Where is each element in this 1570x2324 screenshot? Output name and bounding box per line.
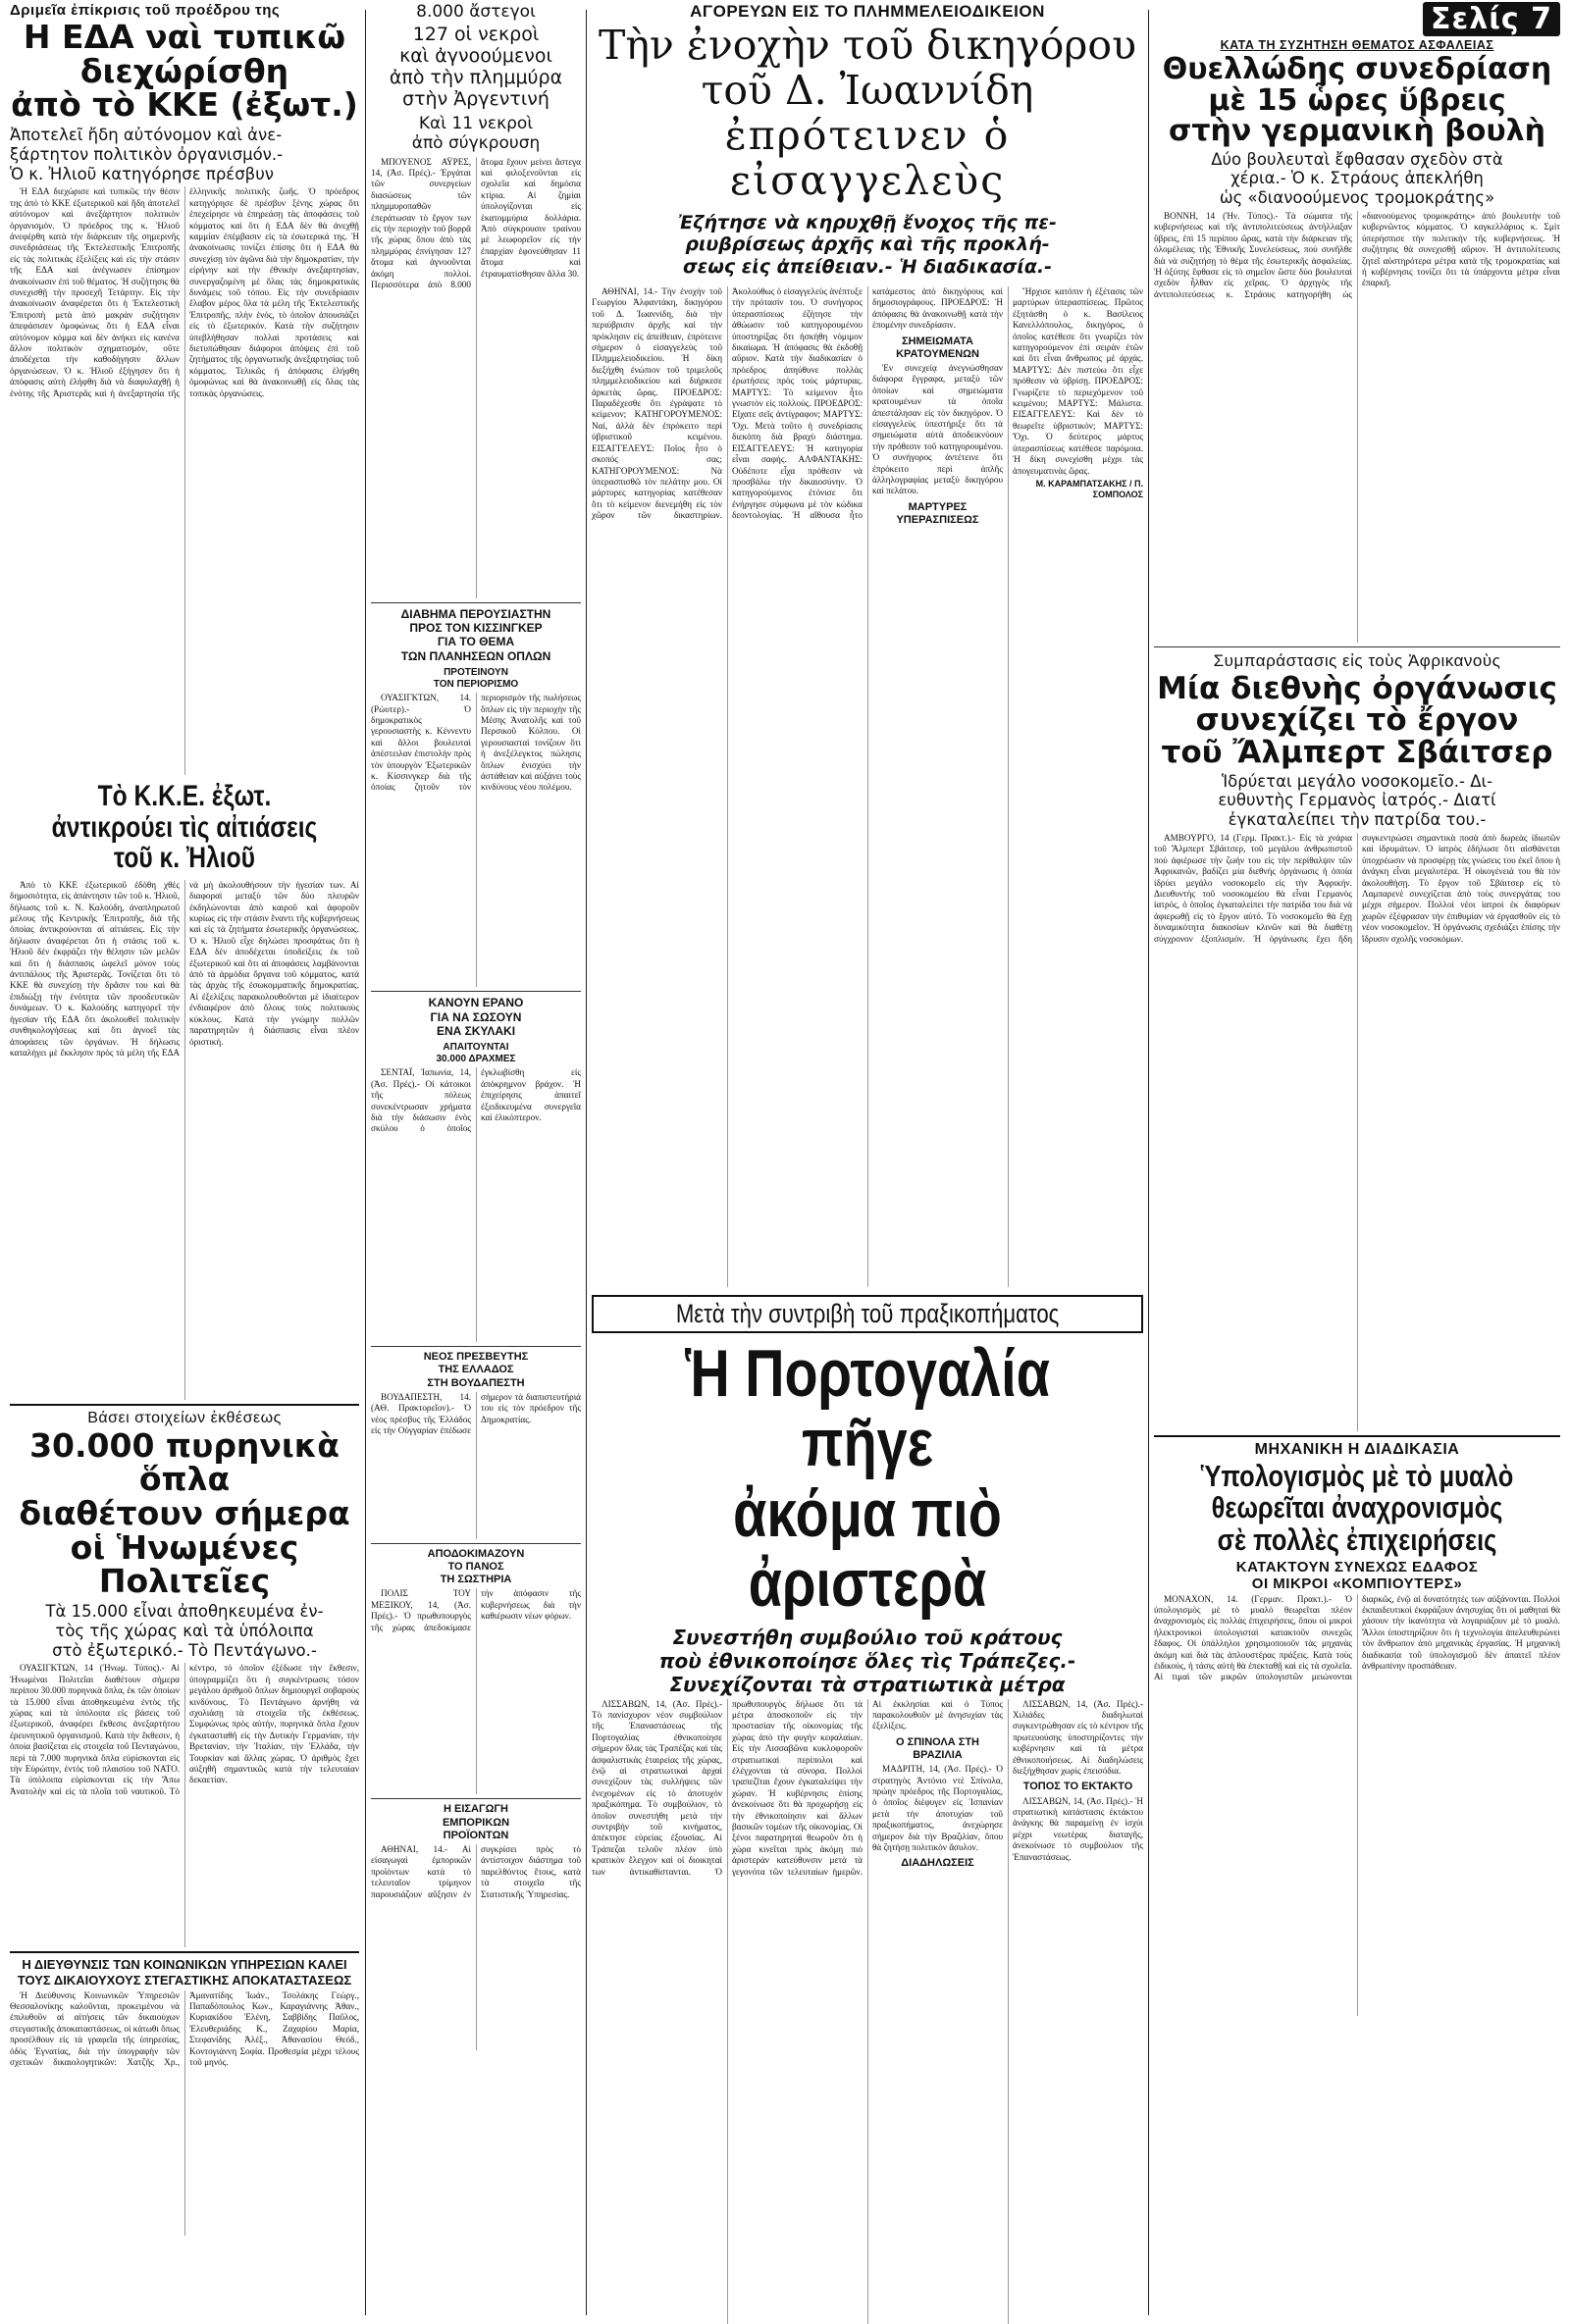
divider (371, 602, 581, 603)
headline-ambassador: ΝΕΟΣ ΠΡΕΣΒΕΥΤΗΣ ΤΗΣ ΕΛΛΑΔΟΣ ΣΤΗ ΒΟΥΔΑΠΕΣΤΗ (423, 1351, 529, 1389)
byline: Μ. ΚΑΡΑΜΠΑΤΣΑΚΗΣ / Π. ΣΟΜΠΟΛΟΣ (1035, 478, 1143, 500)
article-kke-body: Ἀπὸ τὸ ΚΚΕ ἐξωτερικοῦ ἐδόθη χθὲς δημοσιότητα, εἰς ἀπάντησιν τῶν τοῦ κ. Ἠλιοῦ, δήλωσις τοῦ κ. Ν. Καλούδη, ἀναπληρωτοῦ μέλους τῆς Κεντρικῆς Ἐπιτροπῆς, διὰ τῆς ὁποίας ἀντικρούονται αἱ αἰτιάσεις. Εἰς τὴν δήλωσιν ἀναφέρεται ὅτι ἡ στάσις τοῦ κ. Ἠλιοῦ δὲν ἐκφράζει τὴν θέλησιν τῶν μελῶν καὶ ὅτι ἡ διάσπασις ὠφελεῖ μόνον τοὺς ἀντιπάλους τῆς Ἀριστερᾶς. Τονίζεται ὅτι τὸ ΚΚΕ θὰ συνεχίσῃ τὴν δρᾶσιν του καὶ θὰ ἐπιδιώξῃ τὴν ἑνότητα τῶν προοδευτικῶν δυνάμεων. Ὁ κ. Καλούδης κατηγορεῖ τὴν ἡγεσίαν τῆς ΕΔΑ ὅτι ἀκολουθεῖ πολιτικὴν συνθηκολογήσεως καὶ ὅτι ἀγνοεῖ τὰς ἀποφάσεις τῶν ὀργάνων. Ἡ δήλωσις καταλήγει μὲ ἔκκλησιν πρὸς τὰ μέλη τῆς ΕΔΑ νὰ μὴ ἀκολουθήσουν τὴν ἡγεσίαν των. Αἱ διαφοραὶ μεταξὺ τῶν δύο πλευρῶν ἐκδηλώνονται ἀπὸ καιροῦ καὶ ἀφοροῦν κυρίως εἰς τὴν στάσιν ἔναντι τῆς κυβερνήσεως καὶ εἰς τὰ ζητήματα ἐσωτερικῆς ὀργανώσεως. Ὁ κ. Ἠλιοῦ εἶχε δηλώσει προσφάτως ὅτι ἡ ΕΔΑ δὲν ἀποδέχεται ὑποδείξεις ἐκ τοῦ ἐξωτερικοῦ καὶ ὅτι αἱ ἀποφάσεις λαμβάνονται ἀπὸ τὰ ἀρμόδια ὄργανα τοῦ κόμματος, κατὰ τὰς ἀρχὰς τῆς ἐσωκομματικῆς δημοκρατίας. Αἱ ἐξελίξεις παρακολουθοῦνται μὲ ἰδιαίτερον ἐνδιαφέρον ἀπὸ ὅλους τοὺς πολιτικοὺς κύκλους. Κατὰ τὴν γνώμην πολλῶν παρατηρητῶν ἡ διάσπασις εἶναι πλέον ὁριστική. (10, 879, 359, 1058)
subhead-puppy: ΑΠΑΙΤΟΥΝΤΑΙ 30.000 ΔΡΑΧΜΕΣ (436, 1042, 516, 1065)
article-puppy-body: ΣΕΝΤΑΪ, Ἰαπωνία, 14, (Ἀσ. Πρές).- Οἱ κάτοικοι τῆς πόλεως συνεκέντρωσαν χρήματα διὰ τὴν διάσωσιν ἑνὸς σκύλου ὁ ὁποῖος ἐγκλωβίσθη εἰς ἀπόκρημνον βράχον. Ἡ ἐπιχείρησις ἀπαιτεῖ ἐξειδικευμένα συνεργεῖα καὶ ἑλικόπτερον. (371, 1067, 581, 1134)
headline-nuclear: 30.000 πυρηνικὰ ὅπλα διαθέτουν σήμερα οἱ Ἡνωμένες Πολιτεῖες (19, 1425, 350, 1601)
article-portugal-body: ΛΙΣΣΑΒΩΝ, 14, (Ἀσ. Πρές).- Τὸ πανίσχυρον νέον συμβούλιον τῆς Ἐπαναστάσεως τῆς Πορτογαλίας ἐθνικοποίησε σήμερον ὅλας τὰς Τραπέζας καὶ τὰς ἀσφαλιστικὰς ἑταιρείας τῆς χώρας, ἐνῷ αἱ στρατιωτικαὶ ἀρχαὶ συνεχίζουν τὰς συλλήψεις τῶν ἐνεχομένων εἰς τὸ ἀποτυχὸν πραξικόπημα. Τὸ συμβούλιον, τὸ ὁποῖον συνεστήθη μετὰ τὴν συντριβὴν τοῦ κινήματος, ἀπέκτησε εὐρείας ἐξουσίας. Αἱ Τράπεζαι τελοῦν πλέον ὑπὸ κρατικὸν ἔλεγχον καὶ οἱ διοικηταί των ἀντικαθίστανται. Ὁ πρωθυπουργὸς δήλωσε ὅτι τὰ μέτρα ἀποσκοποῦν εἰς τὴν προστασίαν τῆς οἰκονομίας τῆς χώρας ἀπὸ τὴν φυγὴν κεφαλαίων. Εἰς τὴν Λισσαβῶνα κυκλοφοροῦν στρατιωτικαὶ περίπολοι καὶ ἐλέγχονται τὰ σύνορα. Πολλοὶ τραπεζῖται ἔχουν ἐγκαταλείψει τὴν χώραν. Ἡ κυβέρνησις ἐπίσης ἀνεκοίνωσε ὅτι θὰ προχωρήσῃ εἰς τὴν ἐθνικοποίησιν καὶ ἄλλων βασικῶν τομέων τῆς οἰκονομίας. Οἱ ξένοι παρατηρηταὶ θεωροῦν ὅτι ἡ χώρα κινεῖται πρὸς ἀκόμη πιὸ ἀριστερὰν κατεύθυνσιν μετὰ τὰ γεγονότα τῶν τελευταίων ἡμερῶν. Αἱ ἐκκλησίαι καὶ ὁ Τύπος παρακολουθοῦν μὲ ἀνησυχίαν τὰς ἐξελίξεις. Ο ΣΠΙΝΟΛΑ ΣΤΗ ΒΡΑΖΙΛΙΑ ΜΑΔΡΙΤΗ, 14, (Ἀσ. Πρές).- Ὁ στρατηγὸς Ἀντόνιο ντὲ Σπίνολα, πρώην πρόεδρος τῆς Πορτογαλίας, ὁ ὁποῖος διέφυγεν εἰς Ἱσπανίαν μετὰ τὴν ἀποτυχίαν τοῦ πραξικοπήματος, ἀνεχώρησε σήμερον διὰ τὴν Βραζιλίαν, ὅπου θὰ ζητήσῃ πολιτικὸν ἄσυλον. ΔΙΑΔΗΛΩΣΕΙΣ ΛΙΣΣΑΒΩΝ, 14, (Ἀσ. Πρές).- Χιλιάδες διαδηλωταὶ συγκεντρώθησαν εἰς τὸ κέντρον τῆς πρωτευούσης ὑποστηρίζοντες τὴν κυβέρνησιν καὶ τὰ μέτρα ἐθνικοποιήσεως. Αἱ διαδηλώσεις διεξήχθησαν χωρὶς ἐπεισόδια. ΤΟΠΟΣ ΤΟ ΕΚΤΑΚΤΟ ΛΙΣΣΑΒΩΝ, 14, (Ἀσ. Πρές).- Ἡ στρατιωτικὴ κατάστασις ἐκτάκτου ἀνάγκης θὰ παραμείνῃ ἐν ἰσχύι μέχρι νεωτέρας διαταγῆς, ἀνεκοίνωσε τὸ συμβούλιον τῆς Ἐπαναστάσεως. (592, 1698, 1143, 1877)
kicker-flood: 8.000 ἄστεγοι (416, 2, 536, 22)
deck-nuclear: Τὰ 15.000 εἶναι ἀποθηκευμένα ἐν- τὸς τῆς χώρας καὶ τὰ ὑπόλοιπα στὸ ἐξωτερικό.- Τὸ Πεντάγωνο.- (45, 1602, 324, 1660)
subhead-witnesses: ΜΑΡΤΥΡΕΣ ΥΠΕΡΑΣΠΙΣΕΩΣ (896, 500, 979, 527)
divider (371, 991, 581, 992)
subhead-kissinger: ΠΡΟΤΕΙΝΟΥΝ ΤΟΝ ΠΕΡΙΟΡΙΣΜΟ (433, 667, 519, 691)
divider (1154, 646, 1560, 647)
article-schweitzer-body: ΑΜΒΟΥΡΓΟ, 14 (Γερμ. Πρακτ.).- Εἰς τὰ χνάρια τοῦ Ἄλμπερτ Σβάιτσερ, τοῦ μεγάλου ἀνθρωπιστοῦ ποὺ ἀφιέρωσε τὴν ζωήν του εἰς τὴν περίθαλψιν τῶν Ἀφρικανῶν, βαδίζει μία διεθνὴς ὀργάνωσις ἡ ὁποία ἱδρύει μεγάλο νοσοκομεῖο εἰς τὴν Ἀφρικήν. Διευθυντὴς τοῦ νοσοκομείου θὰ εἶναι Γερμανὸς ἰατρός, ὁ ὁποῖος ἐγκαταλείπει τὴν πατρίδα του διὰ νὰ ἀφιερωθῇ εἰς τὸ ἔργον αὐτό. Τὸ νοσοκομεῖο θὰ ἔχῃ δυναμικότητα διακοσίων κλινῶν καὶ θὰ διαθέτῃ σύγχρονον ἐξοπλισμόν. Ἡ ὀργάνωσις ἔχει ἤδη συγκεντρώσει σημαντικὰ ποσὰ ἀπὸ δωρεὰς ἰδιωτῶν καὶ ἱδρυμάτων. Ὁ ἰατρὸς ἐδήλωσε ὅτι αἰσθάνεται ὑποχρέωσιν νὰ προσφέρῃ τὰς γνώσεις του ἐκεῖ ὅπου ἡ ἀνάγκη εἶναι μεγαλυτέρα. Ἡ οἰκογένειά του θὰ τὸν ἀκολουθήσῃ. Τὸ ἔργον τοῦ Σβάιτσερ εἰς τὸ Λαμπαρενὲ συνεχίζεται ἀπὸ τοὺς συνεργάτας του μέχρι σήμερον. Πολλοὶ νέοι ἰατροὶ ἐκ διαφόρων χωρῶν ἐξέφρασαν τὴν ἐπιθυμίαν νὰ ἐργασθοῦν εἰς τὸ νέον νοσοκομεῖον. Ἡ ὀργάνωσις σχεδιάζει ἐπίσης τὴν ἵδρυσιν σχολῆς νοσοκόμων. (1154, 832, 1560, 944)
deck-flood: Καὶ 11 νεκροὶ ἀπὸ σύγκρουση (411, 113, 541, 154)
column-rule (586, 10, 587, 2315)
headline-imports: Η ΕΙΣΑΓΩΓΗ ΕΜΠΟΡΙΚΩΝ ΠΡΟΪΟΝΤΩΝ (442, 1803, 510, 1841)
kicker-trial: ΑΓΟΡΕΥΩΝ ΕΙΣ ΤΟ ΠΛΗΜΜΕΛΕΙΟΔΙΚΕΙΟΝ (690, 2, 1045, 21)
page-number-wrap (1154, 2, 1560, 36)
subhead-emergency: ΤΟΠΟΣ ΤΟ ΕΚΤΑΚΤΟ (1022, 1781, 1133, 1793)
deck-computers: ΚΑΤΑΚΤΟΥΝ ΣΥΝΕΧΩΣ ΕΔΑΦΟΣ ΟΙ ΜΙΚΡΟΙ «ΚΟΜΠΙΟΥΤΕΡΣ» (1235, 1558, 1479, 1592)
article-eda-body: Ἡ ΕΔΑ διεχώρισε καὶ τυπικῶς τὴν θέσιν της ἀπὸ τὸ ΚΚΕ ἐξωτερικοῦ καὶ ἤδη ἀποτελεῖ αὐτόνομον καὶ ἀνεξάρτητον πολιτικὸν ὀργανισμόν. Ὁ πρόεδρος της κ. Ἠλιοῦ ἀνεφέρθη κατὰ τὴν διάρκειαν τῆς σημερινῆς συνεδριάσεως τῆς Ἐκτελεστικῆς Ἐπιτροπῆς εἰς τὰς πολιτικὰς ἐξελίξεις καὶ εἰς τὴν στάσιν τῆς ΕΔΑ καὶ ἀνέγνωσεν ἐπίσημον ἀνακοίνωσιν ἐπὶ τοῦ θέματος. Ἡ συζήτησις θὰ συνεχισθῇ τὴν προσεχῆ Τετάρτην. Εἰς τὴν ἀνακοίνωσιν ἀναφέρεται ὅτι ἡ Ἐκτελεστικὴ Ἐπιτροπὴ μετὰ ἀπὸ μακρὰν συζήτησιν ἀπεφάσισεν ὁμοφώνως ὅτι ἡ ΕΔΑ εἶναι αὐτόνομον κόμμα καὶ δὲν ἀνήκει εἰς κανένα ἄλλον πολιτικὸν σχηματισμόν, οὔτε ἀποδέχεται τὴν καθοδήγησιν ἄλλων ὀργανώσεων. Ὁ κ. Ἠλιοῦ ἐξήγησεν ὅτι ἡ ἀπόφασις αὐτὴ ἐλήφθη διὰ νὰ διαφυλαχθῇ ἡ ἑνότης τῆς Ἀριστερᾶς καὶ ἡ ἀνεξαρτησία τῆς ἑλληνικῆς πολιτικῆς ζωῆς. Ὁ πρόεδρος κατηγόρησε δὲ πρέσβυν ξένης χώρας ὅτι ἐπεχείρησε νὰ ἐπηρεάσῃ τὰς ἀποφάσεις τοῦ κόμματος καὶ ὅτι ἡ ΕΔΑ δὲν θὰ ἀνεχθῇ καμμίαν ἐπέμβασιν εἰς τὰ ἐσωτερικά της. Ἡ ἀνακοίνωσις τονίζει ἐπίσης ὅτι ἡ ΕΔΑ θὰ συνεχίσῃ τὸν ἀγῶνα διὰ τὴν δημοκρατίαν, τὴν εἰρήνην καὶ τὴν ἐθνικὴν ἀνεξαρτησίαν, συνεργαζομένη μὲ ὅλας τὰς δημοκρατικὰς δυνάμεις τοῦ τόπου. Εἰς τὴν συνεδρίασιν ἔλαβον μέρος ὅλα τὰ μέλη τῆς Ἐκτελεστικῆς Ἐπιτροπῆς, πλὴν ἑνός, τὸ ὁποῖον ἀπουσιάζει εἰς τὸ ἐξωτερικόν. Κατὰ τὴν συζήτησιν ὑπεβλήθησαν πολλαὶ προτάσεις καὶ διετυπώθησαν διάφοροι ἀπόψεις ἐπὶ τοῦ ζητήματος τῆς ὀργανωτικῆς ἀνεξαρτησίας τοῦ κόμματος. Τελικῶς ἡ ἀπόφασις ἐλήφθη ὁμοφώνως καὶ θὰ ἀνακοινωθῇ εἰς ὅλας τὰς τοπικὰς ὀργανώσεις. (10, 186, 359, 398)
subhead-notes: ΣΗΜΕΙΩΜΑΤΑ ΚΡΑΤΟΥΜΕΝΩΝ (896, 335, 979, 360)
headline-trial: Τὴν ἐνοχὴν τοῦ δικηγόρου τοῦ Δ. Ἰωαννίδη ἐπρότεινεν ὁ εἰσαγγελεὺς (598, 22, 1136, 204)
divider (10, 1951, 359, 1953)
article-flood-body: ΜΠΟΥΕΝΟΣ ΑΫΡΕΣ, 14, (Ἀσ. Πρές).- Ἐργάται τῶν συνεργείων διασώσεως τῶν πλημμυροπαθῶν ἐπεράτωσαν τὸ ἔργον των εἰς τὴν περιοχὴν τοῦ βορρᾶ τῆς χώρας ὅπου ἀπὸ τὰς πλημμύρας ἐπνίγησαν 127 ἄτομα καὶ ἀγνοοῦνται ἀκόμη πολλοί. Περισσότερα ἀπὸ 8.000 ἄτομα ἔχουν μείνει ἄστεγα καὶ φιλοξενοῦνται εἰς σχολεῖα καὶ δημόσια κτίρια. Αἱ ζημίαι ὑπολογίζονται εἰς ἑκατομμύρια δολλάρια. Ἀπὸ σύγκρουσιν τραίνου μὲ λεωφορεῖον εἰς τὴν ἐπαρχίαν ἐφονεύθησαν 11 ἄτομα καὶ ἐτραυματίσθησαν ἄλλα 30. (371, 156, 581, 290)
deck-bundestag: Δύο βουλευταὶ ἔφθασαν σχεδὸν στὰ χέρια.- Ὁ κ. Στράους ἀπεκλήθη ὡς «διανοούμενος τρομοκράτης» (1211, 149, 1503, 208)
headline-social-services: Η ΔΙΕΥΘΥΝΣΙΣ ΤΩΝ ΚΟΙΝΩΝΙΚΩΝ ΥΠΗΡΕΣΙΩΝ ΚΑΛΕΙ ΤΟΥΣ ΔΙΚΑΙΟΥΧΟΥΣ ΣΤΕΓΑΣΤΙΚΗΣ ΑΠΟΚΑΤΑΣΤΑΣΕΩΣ (17, 1957, 352, 1988)
subhead-spinola: Ο ΣΠΙΝΟΛΑ ΣΤΗ ΒΡΑΖΙΛΙΑ (895, 1735, 980, 1761)
band-portugal: Μετὰ τὴν συντριβὴ τοῦ πραξικοπήματος (592, 1295, 1143, 1333)
headline-kissinger: ΔΙΑΒΗΜΑ ΠΕΡΟΥΣΙΑΣΤΗΝ ΠΡΟΣ ΤΟΝ ΚΙΣΣΙΝΓΚΕΡ ΓΙΑ ΤΟ ΘΕΜΑ ΤΩΝ ΠΛΑΝΗΣΕΩΝ ΟΠΛΩΝ (400, 606, 551, 663)
headline-portugal: Ἡ Πορτογαλία πῆγε ἀκόμα πιὸ ἀριστερὰ (685, 1336, 1050, 1622)
headline-flood: 127 οἱ νεκροὶ καὶ ἀγνοούμενοι ἀπὸ τὴν πλημμύρα στὴν Ἀργεντινή (389, 24, 563, 110)
article-kissinger-body: ΟΥΑΣΙΓΚΤΩΝ, 14. (Ρώυτερ).- Ὁ δημοκρατικὸς γερουσιαστὴς κ. Κέννεντυ καὶ ἄλλοι βουλευταὶ ἀπέστειλαν ἐπιστολὴν πρὸς τὸν ὑπουργὸν Ἐξωτερικῶν κ. Κίσσινγκερ διὰ τῆς ὁποίας ζητοῦν τὸν περιορισμὸν τῆς πωλήσεως ὅπλων εἰς τὴν περιοχὴν τῆς Μέσης Ἀνατολῆς καὶ τοῦ Περσικοῦ Κόλπου. Οἱ γερουσιασταὶ τονίζουν ὅτι ἡ ἀνεξέλεγκτος πώλησις ὅπλων ἐνισχύει τὴν ἀστάθειαν καὶ αὐξάνει τοὺς κινδύνους νέου πολέμου. (371, 693, 581, 793)
column-1 (10, 0, 359, 2324)
column-rule (365, 10, 366, 2315)
article-trial-body: ΑΘΗΝΑΙ, 14.- Τὴν ἐνοχὴν τοῦ Γεωργίου Ἀλφαντάκη, δικηγόρου τοῦ Δ. Ἰωαννίδη, διὰ τὴν περιύβρισιν ἀρχῆς καὶ τὴν πρόκλησιν εἰς ἀπείθειαν, ἐπρότεινε σήμερον ὁ εἰσαγγελεὺς τοῦ Πλημμελειοδικείου. Ἡ δίκη διεξήχθη ἐνώπιον τοῦ τριμελοῦς πλημμελειοδικείου καὶ διήρκεσε ἀρκετὰς ὥρας. ΠΡΟΕΔΡΟΣ: Παραδέχεσθε ὅτι ἐγράψατε τὸ κείμενον; ΚΑΤΗΓΟΡΟΥΜΕΝΟΣ: Ναί, ἀλλὰ δὲν ἐπρόκειτο περὶ ὑβριστικοῦ κειμένου. ΕΙΣΑΓΓΕΛΕΥΣ: Ποῖος ἦτο ὁ σκοπός σας; ΚΑΤΗΓΟΡΟΥΜΕΝΟΣ: Νὰ ὑπερασπισθῶ τὸν πελάτην μου. Οἱ μάρτυρες κατηγορίας κατέθεσαν ὅτι τὸ κείμενον διενεμήθη εἰς τὸν χῶρον τῶν δικαστηρίων. Ἀκολούθως ὁ εἰσαγγελεὺς ἀνέπτυξε τὴν πρότασίν του. Ὁ συνήγορος ὑπερασπίσεως ἐζήτησε τὴν ἀθώωσιν τοῦ κατηγορουμένου ὑποστηρίξας ὅτι ἠσκήθη νόμιμον δικαίωμα. Ἡ ἀπόφασις θὰ ἐκδοθῇ αὔριον. Κατὰ τὴν διαδικασίαν ὁ πρόεδρος ἀπηύθυνε πολλὰς ἐρωτήσεις πρὸς τοὺς μάρτυρας. ΜΑΡΤΥΣ: Τὸ κείμενον ἦτο γνωστὸν εἰς πολλούς. ΠΡΟΕΔΡΟΣ: Εἴχατε σεῖς ἀντίγραφον; ΜΑΡΤΥΣ: Ὄχι. Μετὰ τοῦτο ἡ συνεδρίασις διεκόπη διὰ βραχὺ διάστημα. ΕΙΣΑΓΓΕΛΕΥΣ: Ἡ κατηγορία εἶναι σαφής. ΑΛΦΑΝΤΑΚΗΣ: Οὐδέποτε εἶχα πρόθεσιν νὰ προσβάλω τὴν δικαιοσύνην. Ὁ κατηγορούμενος ἐτόνισε ὅτι ἐνήργησε σύμφωνα μὲ τὸν κώδικα δεοντολογίας. Ἡ αἴθουσα ἦτο κατάμεστος ἀπὸ δικηγόρους καὶ δημοσιογράφους. ΠΡΟΕΔΡΟΣ: Ἡ ἀπόφασις θὰ ἀνακοινωθῇ κατὰ τὴν ἑπομένην συνεδρίασιν. ΣΗΜΕΙΩΜΑΤΑ ΚΡΑΤΟΥΜΕΝΩΝ Ἐν συνεχείᾳ ἀνεγνώσθησαν διάφορα ἔγγραφα, μεταξὺ τῶν ὁποίων καὶ σημειώματα κρατουμένων τὰ ὁποῖα ἀπεστάλησαν εἰς τὸν δικηγόρον. Ὁ εἰσαγγελεὺς ὑπεστήριξε ὅτι τὰ σημειώματα αὐτὰ ἀποδεικνύουν τὴν πρόθεσιν τοῦ κατηγορουμένου. Ὁ συνήγορος ἀντέτεινε ὅτι ἐπρόκειτο περὶ ἀπλῆς ἀλληλογραφίας μεταξὺ δικηγόρου καὶ πελάτου. ΜΑΡΤΥΡΕΣ ΥΠΕΡΑΣΠΙΣΕΩΣ Ἤρχισε κατόπιν ἡ ἐξέτασις τῶν μαρτύρων ὑπερασπίσεως. Πρῶτος ἐξητάσθη ὁ κ. Βασίλειος Κανελλόπουλος, δικηγόρος, ὁ ὁποῖος κατέθεσε ὅτι γνωρίζει τὸν κατηγορούμενον ἐπὶ σειρὰν ἐτῶν καὶ ὅτι εἶναι ἄνθρωπος μὲ ἀρχάς. ΜΑΡΤΥΣ: Δὲν πιστεύω ὅτι εἶχε πρόθεσιν νὰ ὑβρίσῃ. ΠΡΟΕΔΡΟΣ: Γνωρίζετε τὸ περιεχόμενον τοῦ κειμένου; ΜΑΡΤΥΣ: Μάλιστα. ΕΙΣΑΓΓΕΛΕΥΣ: Καὶ δὲν τὸ θεωρεῖτε ὑβριστικόν; ΜΑΡΤΥΣ: Ὄχι. Ὁ δεύτερος μάρτυς ὑπερασπίσεως κατέθεσε παρόμοια. Ἡ δίκη συνεχίσθη μέχρι τὰς ἀπογευματινὰς ὥρας. Μ. ΚΑΡΑΜΠΑΤΣΑΚΗΣ / Π. ΣΟΜΠΟΛΟΣ (592, 286, 1143, 527)
deck-eda: Ἀποτελεῖ ἤδη αὐτόνομον καὶ ἀνε- ξάρτητον πολιτικὸν ὀργανισμόν.- Ὁ κ. Ἠλιοῦ κατηγόρησε πρέσβυν (10, 125, 284, 183)
column-3 (592, 0, 1143, 2324)
article-imports-body: ΑΘΗΝΑΙ, 14.- Αἱ εἰσαγωγαὶ ἐμπορικῶν προϊόντων κατὰ τὸ τελευταῖον τρίμηνον παρουσιάζουν αὔξησιν ἐν συγκρίσει πρὸς τὸ ἀντίστοιχον διάστημα τοῦ παρελθόντος ἔτους, κατὰ τὰ στοιχεῖα τῆς Στατιστικῆς Ὑπηρεσίας. (371, 1843, 581, 1899)
headline-kke: Τὸ Κ.Κ.Ε. ἐξωτ. ἀντικρούει τὶς αἰτιάσεις τοῦ κ. Ἠλιοῦ (51, 780, 318, 875)
headline-computers: Ὑπολογισμὸς μὲ τὸ μυαλὸ θεωρεῖται ἀναχρονισμὸς σὲ πολλὲς ἐπιχειρήσεις (1200, 1458, 1514, 1558)
kicker-nuclear: Βάσει στοιχείων ἐκθέσεως (87, 1409, 282, 1426)
kicker-bundestag: ΚΑΤΑ ΤΗ ΣΥΖΗΤΗΣΗ ΘΕΜΑΤΟΣ ΑΣΦΑΛΕΙΑΣ (1220, 38, 1494, 52)
divider (371, 1346, 581, 1347)
deck-trial: Ἐζήτησε νὰ κηρυχθῇ ἔνοχος τῆς πε- ριυβρίσεως ἀρχῆς καὶ τῆς προκλή- σεως εἰς ἀπείθειαν.- Ἡ διαδικασία.- (678, 211, 1057, 279)
divider (10, 1404, 359, 1406)
article-social-services-body: Ἡ Διεύθυνσις Κοινωνικῶν Ὑπηρεσιῶν Θεσσαλονίκης καλοῦνται, προκειμένου νὰ ἐπιλυθοῦν αἱ αἰτήσεις τῶν δικαιούχων στεγαστικῆς ἀποκαταστάσεως, οἱ κάτωθι ὅπως προσέλθουν εἰς τὰ γραφεῖα τῆς ὑπηρεσίας, ὁδὸς Ἐγνατίας, διὰ τὴν ὑπογραφὴν τῶν σχετικῶν δικαιολογητικῶν: Χατζῆς Χρ., Ἀμανατίδης Ἰωάν., Τσολάκης Γεώργ., Παπαδόπουλος Κων., Καραγιάννης Ἀθαν., Κυριακίδου Ἑλένη, Σαββίδης Παῦλος, Ἐλευθεριάδης Κ., Ζαχαρίου Μαρία, Στεφανίδης Ἀλέξ., Ἀθανασίου Θεόδ., Κοντογιάννη Σοφία. Προθεσμία μέχρι τέλους τοῦ μηνός. (10, 1989, 359, 2068)
column-rule (1148, 10, 1149, 2315)
subhead-demonstrations: ΔΙΑΔΗΛΩΣΕΙΣ (901, 1857, 974, 1870)
column-4 (1154, 0, 1560, 2324)
article-nuclear-body: ΟΥΑΣΙΓΚΤΩΝ, 14 (Ἡνωμ. Τύπος).- Αἱ Ἡνωμέναι Πολιτεῖαι διαθέτουν σήμερα περίπου 30.000 πυρηνικὰ ὅπλα, ἐκ τῶν ὁποίων τὰ 15.000 εἶναι ἀποθηκευμένα ἐντὸς τῆς χώρας καὶ τὰ ὑπόλοιπα εἰς βάσεις τοῦ ἐξωτερικοῦ, ἀναφέρει ἔκθεσις ἀνεξαρτήτου ἐρευνητικοῦ ὀργανισμοῦ. Κατὰ τὴν ἔκθεσιν, ἡ ὁποία βασίζεται εἰς στοιχεῖα τοῦ Πενταγώνου, περὶ τὰ 7.000 πυρηνικὰ ὅπλα εὑρίσκονται εἰς τὴν Εὐρώπην, ἐντὸς τοῦ πλαισίου τοῦ ΝΑΤΟ. Τὰ ὑπόλοιπα εὑρίσκονται εἰς τὴν Ἄπω Ἀνατολὴν καὶ εἰς τὰ πλοῖα τοῦ ναυτικοῦ. Τὸ κέντρο, τὸ ὁποῖον ἐξέδωσε τὴν ἔκθεσιν, ὑπογραμμίζει ὅτι ἡ συγκέντρωσις τόσον μεγάλου ἀριθμοῦ ὅπλων δημιουργεῖ σοβαροὺς κινδύνους. Τὸ Πεντάγωνο ἀρνήθη νὰ σχολιάσῃ τὰ στοιχεῖα τῆς ἐκθέσεως. Συμφώνως πρὸς αὐτήν, πυρηνικὰ ὅπλα ἔχουν ἐγκατασταθῆ εἰς τὴν Δυτικὴν Γερμανίαν, τὴν Βρετανίαν, τὴν Ἰταλίαν, τὴν Ἑλλάδα, τὴν Τουρκίαν καὶ ἄλλας χώρας. Ὁ ἀριθμὸς ἔχει αὐξηθῆ σημαντικῶς κατὰ τὴν τελευταίαν δεκαετίαν. (10, 1663, 359, 1796)
article-mexico-body: ΠΟΛΙΣ ΤΟΥ ΜΕΞΙΚΟΥ, 14, (Ἀσ. Πρές).- Ὁ πρωθυπουργὸς τῆς χώρας ἀπεδοκίμασε τὴν ἀπόφασιν τῆς κυβερνήσεως διὰ τὴν καθιέρωσιν νέων φόρων. (371, 1588, 581, 1632)
headline-eda: Η ΕΔΑ ναὶ τυπικῶ διεχώρίσθη ἀπὸ τὸ ΚΚΕ (ἐξωτ.) (11, 18, 358, 125)
article-computers-body: ΜΟΝΑΧΟΝ, 14. (Γερμαν. Πρακτ.).- Ὁ ὑπολογισμὸς μὲ τὸ μυαλὸ θεωρεῖται πλέον ἀναχρονισμὸς εἰς πολλὰς ἐπιχειρήσεις, ὅπου οἱ μικροὶ ἠλεκτρονικοὶ ὑπολογισταὶ κατακτοῦν συνεχῶς ἔδαφος. Οἱ ὑπάλληλοι χρησιμοποιοῦν τὰς μηχανὰς ἀκόμη καὶ διὰ τὰς ἁπλουστέρας πράξεις. Κατὰ τοὺς ἐιδικούς, ἡ τάσις αὐτὴ θὰ ἐπεκταθῇ καὶ εἰς τὰ σχολεῖα. Αἱ τιμαὶ τῶν μικρῶν ὑπολογιστῶν μειώνονται διαρκῶς, ἐνῷ αἱ δυνατότητές των αὐξάνονται. Πολλοὶ ἐκπαιδευτικοὶ ἐκφράζουν ἀνησυχίας ὅτι οἱ μαθηταὶ θὰ χάσουν τὴν ἱκανότητα νὰ λογαριάζουν μὲ τὸ μυαλό. Ἄλλοι ὑποστηρίζουν ὅτι ἡ τεχνολογία ἀπελευθερώνει τὸν ἄνθρωπον ἀπὸ μηχανικὰς ἐργασίας. Ἡ μηχανικὴ διαδικασία τοῦ ὑπολογισμοῦ δὲν ἀπαιτεῖ πλέον ἀνθρωπίνην προσπάθειαν. (1154, 1593, 1560, 1682)
headline-schweitzer: Μία διεθνὴς ὀργάνωσις συνεχίζει τὸ ἔργον τοῦ Ἄλμπερτ Σβάιτσερ (1157, 670, 1557, 770)
kicker-schweitzer: Συμπαράστασις εἰς τοὺς Ἀφρικανοὺς (1213, 650, 1501, 670)
headline-bundestag: Θυελλώδης συνεδρίαση μὲ 15 ὧρες ὕβρεις στὴν γερμανικὴ βουλὴ (1162, 52, 1552, 148)
headline-mexico: ΑΠΟΔΟΚΙΜΑΖΟΥΝ ΤΟ ΠΑΝΟΣ ΤΗ ΣΩΣΤΗΡΙΑ (427, 1547, 525, 1586)
page-number-badge: Σελίς 7 (1423, 2, 1560, 36)
divider (371, 1798, 581, 1799)
column-2 (371, 0, 581, 2324)
deck-portugal: Συνεστήθη συμβούλιο τοῦ κράτους ποὺ ἐθνικοποίησε ὅλες τὶς Τράπεζες.- Συνεχίζονται τὰ στρατιωτικὰ μέτρα (658, 1625, 1076, 1696)
divider (1154, 1435, 1560, 1437)
article-ambassador-body: ΒΟΥΔΑΠΕΣΤΗ, 14. (ΑΘ. Πρακτορεῖον).- Ὁ νέος πρέσβυς τῆς Ἑλλάδος εἰς τὴν Οὑγγαρίαν ἐπέδωσε σήμερον τὰ διαπιστευτήριά του εἰς τὸν πρόεδρον τῆς Δημοκρατίας. (371, 1391, 581, 1436)
headline-puppy: ΚΑΝΟΥΝ ΕΡΑΝΟ ΓΙΑ ΝΑ ΣΩΣΟΥΝ ΕΝΑ ΣΚΥΛΑΚΙ (428, 996, 524, 1038)
deck-schweitzer: Ἱδρύεται μεγάλο νοσοκομεῖο.- Δι- ευθυντὴς Γερμανὸς ἰατρός.- Διατί ἐγκαταλείπει τὴν πατρίδα του.- (1218, 771, 1496, 830)
divider (371, 1543, 581, 1544)
kicker-computers: ΜΗΧΑΝΙΚΗ Η ΔΙΑΔΙΚΑΣΙΑ (1254, 1440, 1460, 1458)
kicker-eda: Δριμεῖα ἐπίκρισις τοῦ προέδρου της (10, 2, 281, 19)
article-bundestag-body: ΒΟΝΝΗ, 14 (Ἠν. Τύπος).- Τὰ σώματα τῆς κυβερνήσεως καὶ τῆς ἀντιπολιτεύσεως ἀντήλλαξαν ὕβρεις, ἐπὶ 15 περίπου ὥρας, κατὰ τὴν διάρκειαν τῆς ὁλομέλειας τῆς Ἐθνικῆς Συνελεύσεως, ποὺ συνῆλθε διὰ νὰ συζητήσῃ τὸ θέμα τῆς ἐσωτερικῆς ἀσφαλείας. Ἡ ὀξύτης ἔφθασε εἰς τὸ σημεῖον ὥστε δύο βουλευταὶ σχεδὸν ἦλθαν εἰς χεῖρας. Ὁ ἀρχηγὸς τῆς ἀντιπολιτεύσεως κ. Στράους κατηγορήθη ὡς «διανοούμενος τρομοκράτης» ἀπὸ βουλευτὴν τοῦ κυβερνῶντος κόμματος. Ὁ καγκελλάριος κ. Σμὶτ ὑπερήσπισε τὴν πολιτικὴν τῆς κυβερνήσεως. Ἡ συζήτησις θὰ συνεχισθῇ αὔριον. Ἡ ἀντιπολίτευσις ζητεῖ αὐστηρότερα μέτρα κατὰ τῆς τρομοκρατίας καὶ ἡ κυβέρνησις τονίζει ὅτι τὰ ὑπάρχοντα μέτρα εἶναι ἐπαρκῆ. (1154, 210, 1560, 299)
